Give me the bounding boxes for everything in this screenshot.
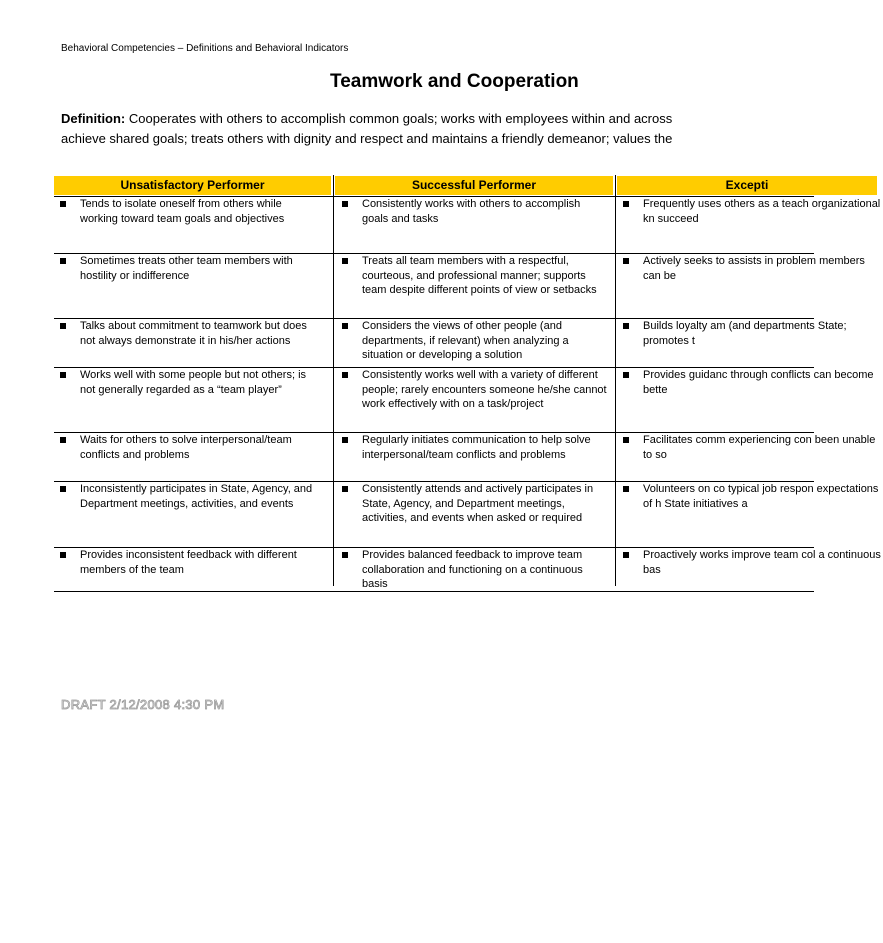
cell-text: Tends to isolate oneself from others while working toward team goals and objectives [80,198,285,225]
bullet-icon [60,323,66,329]
cell-text: Provides guidanc through conflicts can become bette [643,369,874,396]
bullet-icon [623,437,629,443]
cell-text: Consistently attends and actively participates in State, Agency, and Department meetings, activities, and events when asked or required [362,483,594,524]
cell-text: Consistently works with others to accomplish goals and tasks [362,198,581,225]
column-divider [333,175,334,586]
bullet-icon [623,201,629,207]
bullet-icon [60,486,66,492]
cell-text: Talks about commitment to teamwork but does not always demonstrate it in his/her actions [80,320,307,347]
table-row [54,197,881,254]
bullet-icon [342,201,348,207]
cell-text: Works well with some people but not others; is not generally regarded as a “team player” [80,369,307,396]
table-row [54,548,881,592]
cell-text: Regularly initiates communication to help solve interpersonal/team conflicts and problems [362,434,591,461]
document-header: Behavioral Competencies – Definitions and Behavioral Indicators [61,43,349,54]
bullet-icon [60,258,66,264]
cell-text: Provides balanced feedback to improve team collaboration and functioning on a continuous basis [362,549,583,590]
cell-text: Facilitates comm experiencing con been unable to so [643,434,876,461]
cell-text: Builds loyalty am (and departments State; promotes t [643,320,847,347]
definition-block [61,109,821,149]
table-row [54,319,847,368]
bullet-icon [623,258,629,264]
bullet-icon [60,201,66,207]
bullet-icon [60,552,66,558]
bullet-icon [342,372,348,378]
bullet-icon [623,486,629,492]
cell-text: Proactively works improve team col a continuous bas [643,549,881,576]
column-header-exceptional: Excepti [617,176,877,195]
page-title: Teamwork and Cooperation [330,71,579,92]
bullet-icon [623,552,629,558]
table-row [54,254,865,319]
definition-text-1: Cooperates with others to accomplish common goals; works with employees within and across [128,111,673,126]
bullet-icon [342,323,348,329]
draft-stamp: DRAFT 2/12/2008 4:30 PM [61,697,225,712]
cell-text: Frequently uses others as a teach organizational kn succeed [643,198,881,225]
bullet-icon [342,258,348,264]
cell-text: Treats all team members with a respectful, courteous, and professional manner; supports team despite different points of view or setbacks [362,255,597,296]
column-header-successful: Successful Performer [335,176,613,195]
table-row [54,368,874,433]
table-row [54,433,876,482]
cell-text: Waits for others to solve interpersonal/team conflicts and problems [80,434,292,461]
table-row [54,482,879,548]
cell-text: Inconsistently participates in State, Agency, and Department meetings, activities, and events [80,483,313,510]
definition-line-1 [61,109,821,129]
cell-text: Considers the views of other people (and departments, if relevant) when analyzing a situation or developing a solution [362,320,569,361]
cell-text: Actively seeks to assists in problem members can be [643,255,865,282]
bullet-icon [342,486,348,492]
bullet-icon [342,437,348,443]
definition-text-2: achieve shared goals; treats others with dignity and respect and maintains a friendly demeanor; values the [61,131,673,146]
bullet-icon [623,323,629,329]
bullet-icon [60,372,66,378]
table-body [54,196,881,592]
cell-text: Volunteers on co typical job respon expectations of h State initiatives a [643,483,879,510]
bullet-icon [623,372,629,378]
column-header-unsatisfactory: Unsatisfactory Performer [54,176,331,195]
definition-label: Definition: [61,111,126,126]
cell-text: Sometimes treats other team members with hostility or indifference [80,255,293,282]
cell-text: Provides inconsistent feedback with different members of the team [80,549,297,576]
column-divider [615,175,616,586]
cell-text: Consistently works well with a variety of different people; rarely encounters someone he/she cannot work effectively with on a task/project [362,369,607,410]
bullet-icon [342,552,348,558]
bullet-icon [60,437,66,443]
